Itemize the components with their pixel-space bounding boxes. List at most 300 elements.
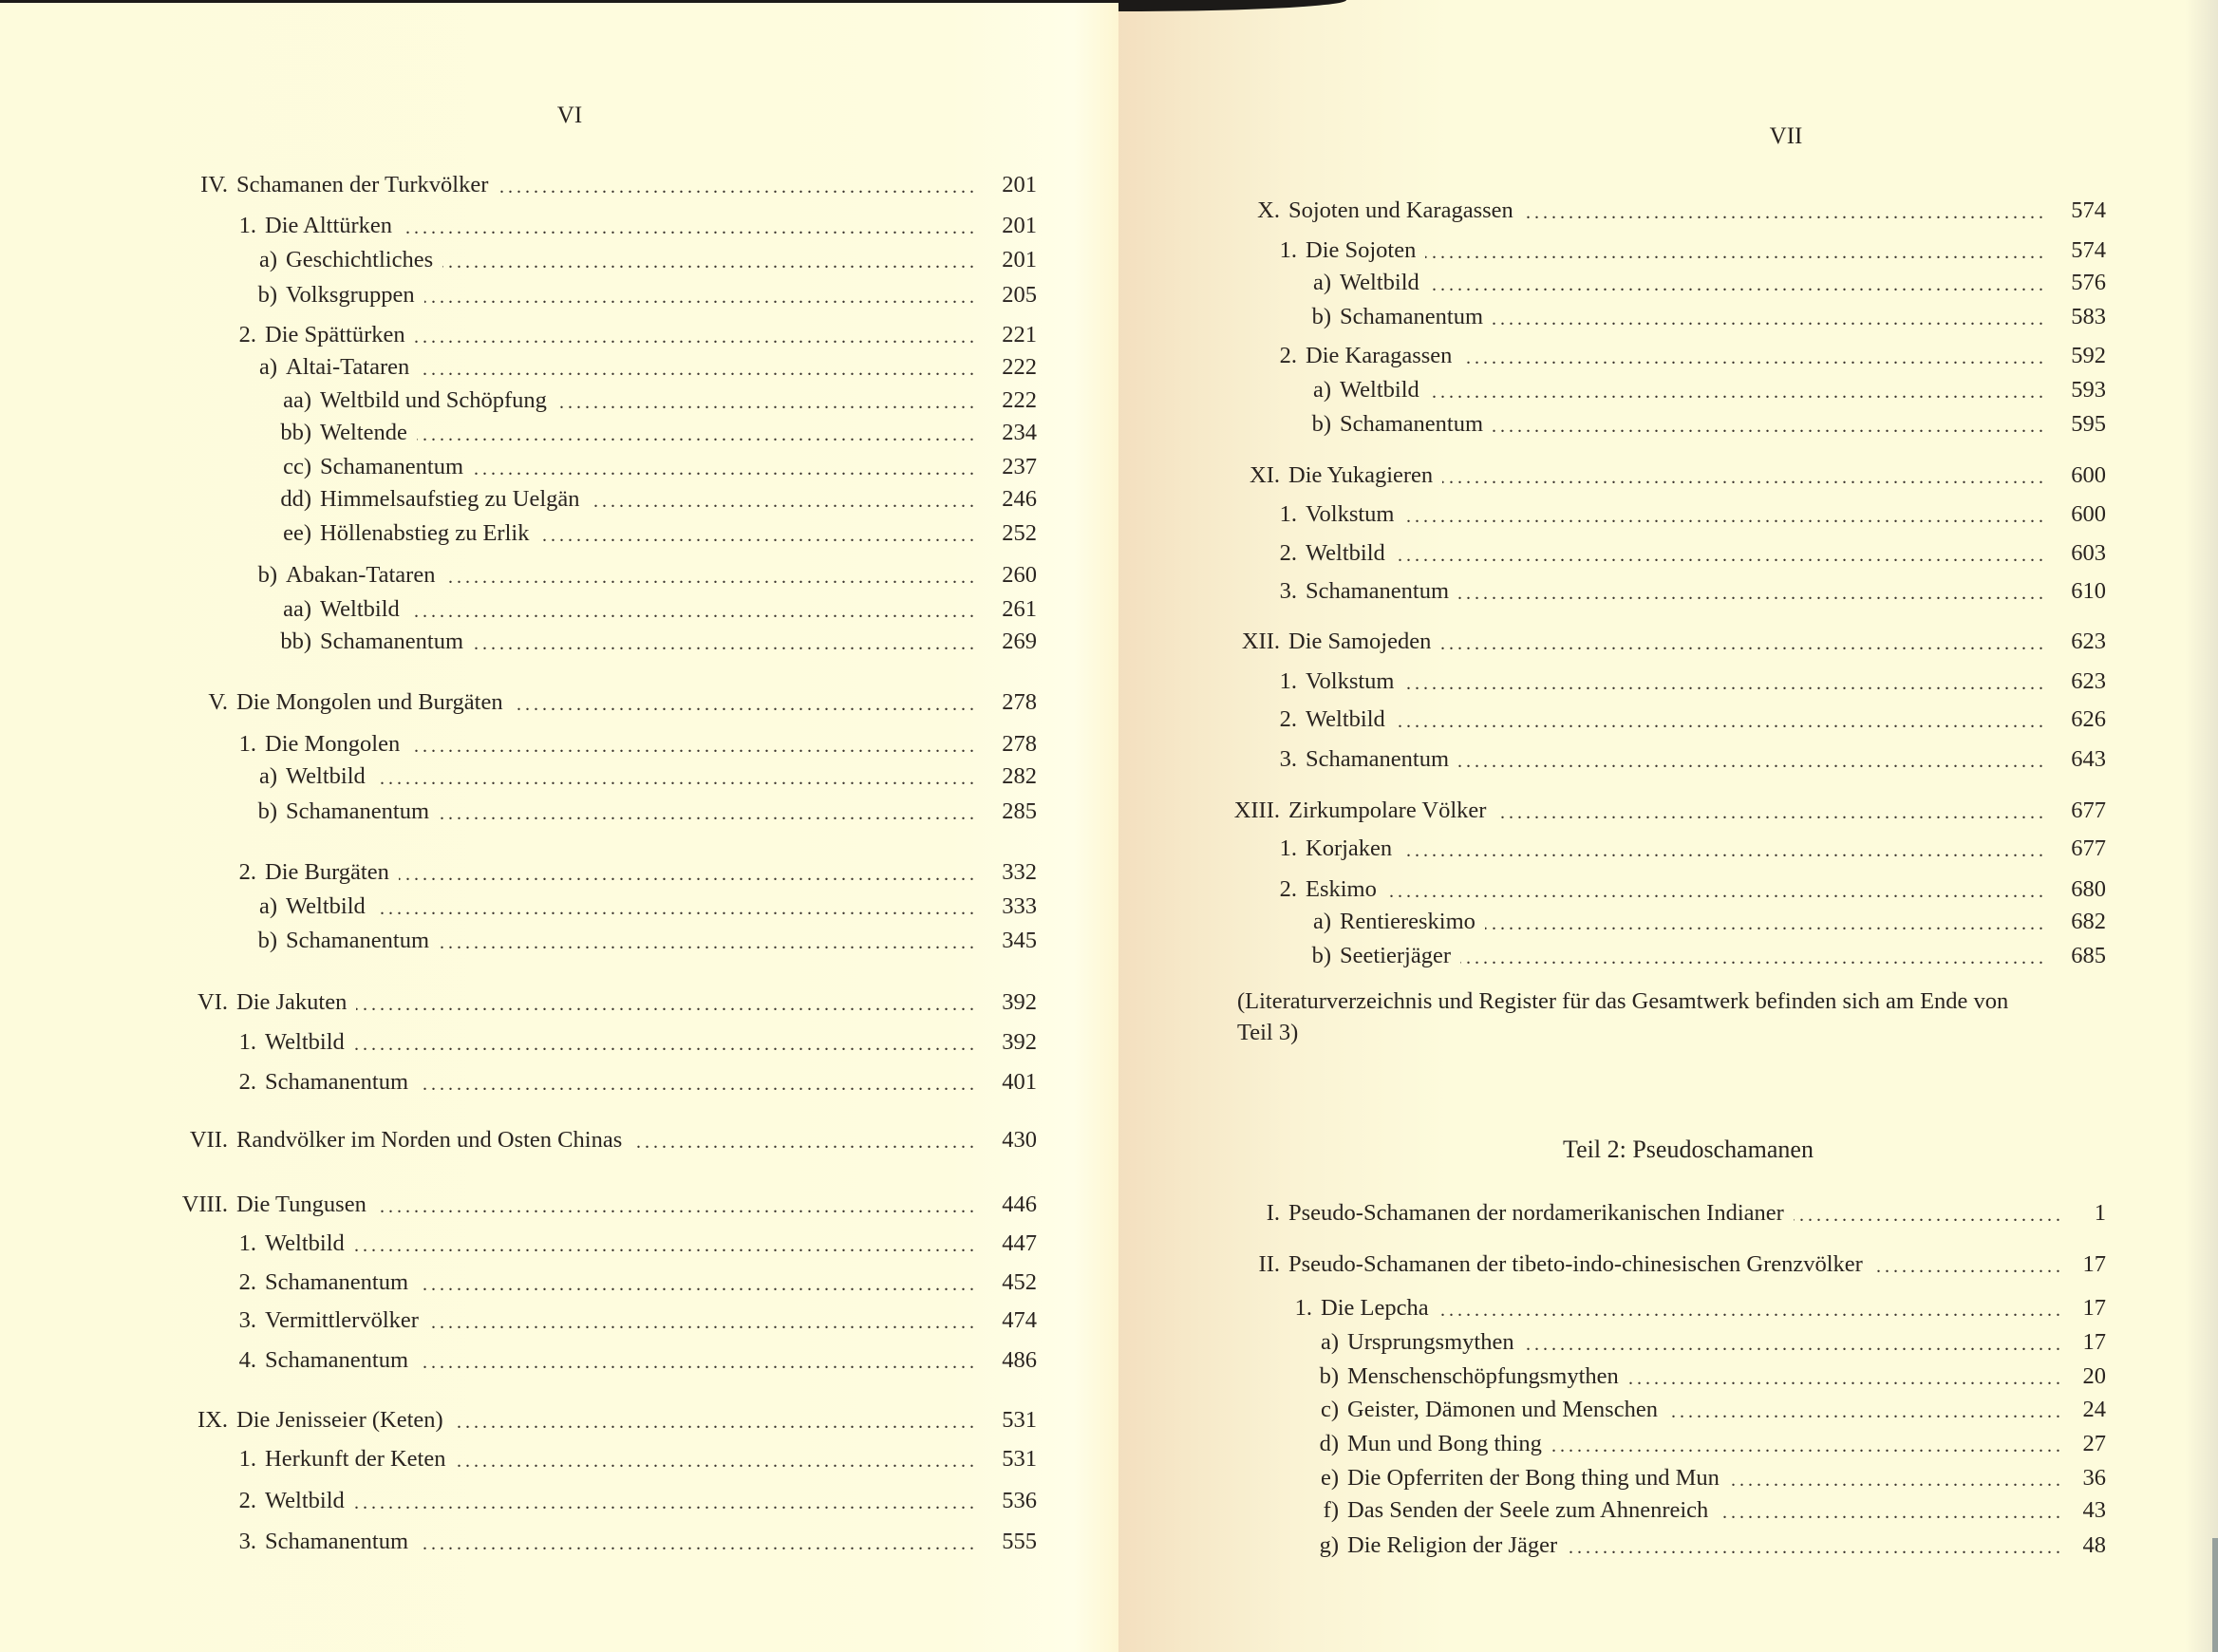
toc-entry-page-number: 555 (1002, 1529, 1037, 1554)
toc-entry (1246, 908, 2106, 936)
dot-leader (418, 1072, 974, 1097)
toc-entry-number: 1. (238, 1230, 256, 1256)
toc-entry-title: Volkstum (1306, 668, 1395, 694)
part2-heading: Teil 2: Pseudoschamanen (1563, 1136, 1814, 1163)
toc-entry-number: b) (257, 282, 277, 308)
toc-entry-title: Geister, Dämonen und Menschen (1347, 1397, 1658, 1422)
toc-entry-number: bb) (280, 420, 311, 445)
toc-entry-number: b) (1311, 304, 1331, 329)
toc-entry-title: Schamanentum (1340, 304, 1484, 329)
dot-leader (356, 992, 974, 1017)
toc-entry (1246, 303, 2106, 331)
toc-entry (192, 927, 1037, 955)
toc-entry (142, 1126, 1037, 1155)
toc-entry-number: ee) (283, 520, 311, 546)
toc-entry-page-number: 595 (2071, 411, 2106, 437)
toc-entry-number: 1. (238, 1029, 256, 1055)
toc-entry (226, 595, 1037, 624)
toc-entry-page-number: 27 (2082, 1431, 2106, 1456)
toc-entry-number: f) (1323, 1497, 1339, 1523)
dot-leader (409, 599, 974, 624)
toc-entry (1194, 197, 2106, 225)
toc-entry-title: Herkunft der Keten (265, 1446, 446, 1472)
toc-entry-page-number: 20 (2082, 1363, 2106, 1389)
toc-entry-number: 2. (1279, 343, 1297, 368)
toc-entry-title: Weltbild (265, 1230, 345, 1256)
dot-leader (1667, 1399, 2060, 1424)
toc-entry-page-number: 205 (1002, 282, 1037, 308)
toc-entry (1253, 1362, 2106, 1391)
toc-entry-title: Die Karagassen (1306, 343, 1453, 368)
toc-entry-title: Die Samojeden (1288, 629, 1432, 654)
toc-entry (1212, 577, 2106, 606)
toc-entry-number: b) (257, 562, 277, 588)
toc-entry (1253, 1328, 2106, 1357)
dot-leader (1794, 1203, 2060, 1228)
toc-entry-page-number: 447 (1002, 1230, 1037, 1256)
dot-leader (1485, 911, 2043, 936)
toc-entry (192, 561, 1037, 590)
toc-entry-page-number: 278 (1002, 689, 1037, 715)
toc-entry-number: c) (1320, 1397, 1339, 1422)
toc-entry (171, 212, 1037, 240)
toc-entry (1253, 1430, 2106, 1458)
dot-leader (428, 1310, 974, 1335)
toc-entry-title: Die Mongolen (265, 731, 401, 757)
toc-entry-title: Volksgruppen (286, 282, 415, 308)
toc-entry-number: e) (1320, 1465, 1339, 1491)
toc-entry (1212, 539, 2106, 568)
dot-leader (498, 175, 974, 199)
toc-entry-page-number: 474 (1002, 1307, 1037, 1333)
dot-leader (415, 325, 974, 349)
toc-entry-page-number: 17 (2082, 1295, 2106, 1321)
dot-leader (375, 896, 974, 921)
dot-leader (1872, 1254, 2060, 1279)
toc-entry (192, 762, 1037, 791)
toc-entry-number: 3. (1279, 746, 1297, 772)
toc-entry-title: Die Religion der Jäger (1347, 1532, 1558, 1558)
dot-leader (409, 734, 974, 759)
right-page (1118, 0, 2218, 1652)
toc-entry-number: 2. (238, 1488, 256, 1513)
toc-entry-title: Weltende (320, 420, 407, 445)
toc-entry-title: Altai-Tataren (286, 354, 410, 380)
toc-entry-page-number: 221 (1002, 322, 1037, 347)
toc-entry-page-number: 392 (1002, 989, 1037, 1015)
toc-entry (1253, 1496, 2106, 1525)
toc-entry-page-number: 278 (1002, 731, 1037, 757)
toc-entry-number: aa) (283, 596, 311, 622)
toc-entry-title: Die Jenisseier (Keten) (236, 1407, 443, 1433)
toc-entry-number: dd) (280, 486, 311, 512)
toc-entry (142, 1406, 1037, 1435)
toc-entry-page-number: 446 (1002, 1192, 1037, 1217)
toc-entry-page-number: 345 (1002, 928, 1037, 953)
toc-entry-number: a) (258, 247, 277, 272)
toc-entry-number: 2. (1279, 876, 1297, 902)
dot-leader (1404, 671, 2044, 696)
toc-entry-title: Die Yukagieren (1288, 462, 1434, 488)
toc-entry-title: Die Alttürken (265, 213, 393, 238)
toc-entry (171, 730, 1037, 759)
toc-entry-number: I. (1266, 1200, 1280, 1226)
toc-entry-page-number: 574 (2071, 237, 2106, 263)
toc-entry-number: IV. (200, 172, 228, 197)
toc-entry-number: cc) (283, 454, 311, 479)
toc-entry-title: Die Tungusen (236, 1192, 367, 1217)
toc-entry-title: Geschichtliches (286, 247, 434, 272)
toc-entry-number: b) (1311, 943, 1331, 968)
dot-leader (1429, 380, 2043, 404)
toc-entry-number: 1. (238, 1446, 256, 1472)
toc-entry (226, 519, 1037, 548)
toc-entry-number: IX. (197, 1407, 228, 1433)
toc-entry-title: Himmelsaufstieg zu Uelgän (320, 486, 580, 512)
toc-entry-number: b) (1319, 1363, 1339, 1389)
toc-entry-title: Schamanentum (265, 1069, 409, 1095)
bibliography-note-line2: Teil 3) (1237, 1020, 1299, 1045)
dot-leader (1395, 543, 2043, 568)
toc-entry-title: Schamanentum (1306, 578, 1450, 604)
toc-entry (1227, 1294, 2106, 1323)
toc-entry-number: b) (1311, 411, 1331, 437)
toc-entry-title: Weltbild (1340, 377, 1419, 403)
toc-entry-number: 2. (238, 322, 256, 347)
toc-entry-title: Die Opferriten der Bong thing und Mun (1347, 1465, 1720, 1491)
toc-entry-title: Volkstum (1306, 501, 1395, 527)
toc-entry (1246, 942, 2106, 970)
dot-leader (1458, 581, 2043, 606)
dot-leader (417, 422, 974, 447)
toc-entry (1212, 342, 2106, 370)
toc-entry (1212, 835, 2106, 863)
toc-entry (226, 485, 1037, 514)
toc-entry (171, 1068, 1037, 1097)
dot-leader (1493, 414, 2043, 439)
toc-entry (1246, 269, 2106, 297)
toc-entry-title: Schamanentum (265, 1529, 409, 1554)
toc-entry-title: Die Sojoten (1306, 237, 1417, 263)
toc-entry-number: 1. (1279, 237, 1297, 263)
dot-leader (418, 1272, 974, 1297)
dot-leader (1401, 838, 2043, 863)
toc-entry-title: Seetierjäger (1340, 943, 1451, 968)
toc-entry (1253, 1531, 2106, 1560)
toc-entry-title: Die Lepcha (1321, 1295, 1429, 1321)
toc-entry-page-number: 260 (1002, 562, 1037, 588)
toc-entry-page-number: 269 (1002, 629, 1037, 654)
bibliography-note-line1: (Literaturverzeichnis und Register für das Gesamtwerk befinden sich am Ende von (1237, 988, 2009, 1014)
toc-entry-page-number: 282 (1002, 763, 1037, 789)
toc-entry-page-number: 48 (2082, 1532, 2106, 1558)
toc-entry-page-number: 677 (2071, 835, 2106, 861)
dot-leader (1429, 272, 2043, 297)
toc-entry (1194, 1250, 2106, 1279)
toc-entry (171, 1528, 1037, 1556)
dot-leader (354, 1032, 974, 1057)
toc-entry-title: Ursprungsmythen (1347, 1329, 1514, 1355)
toc-entry-title: Weltbild (1306, 540, 1385, 566)
toc-entry-page-number: 246 (1002, 486, 1037, 512)
toc-entry-title: Weltbild (1306, 706, 1385, 732)
dot-leader (1404, 504, 2044, 529)
toc-entry-title: Höllenabstieg zu Erlik (320, 520, 530, 546)
toc-entry-title: Weltbild (265, 1029, 345, 1055)
toc-entry-number: 3. (238, 1529, 256, 1554)
toc-entry-title: Schamanentum (1340, 411, 1484, 437)
dot-leader (1438, 1298, 2060, 1323)
toc-entry-page-number: 531 (1002, 1446, 1037, 1472)
toc-entry-page-number: 1 (2094, 1200, 2106, 1226)
toc-entry-page-number: 201 (1002, 172, 1037, 197)
toc-entry-number: a) (258, 893, 277, 919)
toc-entry-title: Menschenschöpfungsmythen (1347, 1363, 1619, 1389)
toc-entry-number: a) (1312, 909, 1331, 934)
toc-entry (171, 1306, 1037, 1335)
toc-entry (142, 1191, 1037, 1219)
toc-entry (171, 1268, 1037, 1297)
toc-entry-page-number: 222 (1002, 387, 1037, 413)
toc-entry-title: Zirkumpolare Völker (1288, 798, 1487, 823)
toc-entry-number: a) (258, 354, 277, 380)
toc-entry-title: Die Mongolen und Burgäten (236, 689, 503, 715)
toc-entry-page-number: 643 (2071, 746, 2106, 772)
toc-entry-title: Schamanentum (320, 629, 464, 654)
toc-entry-title: Rentiereskimo (1340, 909, 1476, 934)
toc-entry-number: XIII. (1233, 798, 1280, 823)
toc-entry-page-number: 430 (1002, 1127, 1037, 1153)
toc-entry-page-number: 237 (1002, 454, 1037, 479)
dot-leader (418, 1531, 974, 1556)
dot-leader (1458, 749, 2043, 774)
toc-entry-title: Die Spättürken (265, 322, 405, 347)
toc-entry (171, 1487, 1037, 1515)
dot-leader (1425, 240, 2043, 265)
toc-entry (142, 688, 1037, 717)
toc-entry-title: Randvölker im Norden und Osten Chinas (236, 1127, 623, 1153)
toc-entry-page-number: 452 (1002, 1269, 1037, 1295)
toc-entry (171, 321, 1037, 349)
toc-entry-number: XI. (1250, 462, 1280, 488)
toc-entry-number: VIII. (181, 1192, 228, 1217)
toc-entry-page-number: 603 (2071, 540, 2106, 566)
toc-entry-number: X. (1257, 197, 1280, 223)
toc-entry (1212, 745, 2106, 774)
dot-leader (1461, 346, 2043, 370)
toc-entry-number: aa) (283, 387, 311, 413)
toc-entry-number: 2. (238, 1069, 256, 1095)
toc-entry (192, 798, 1037, 826)
toc-entry-number: VII. (189, 1127, 228, 1153)
toc-entry-page-number: 17 (2082, 1329, 2106, 1355)
dot-leader (1386, 879, 2043, 904)
toc-entry (192, 353, 1037, 382)
dot-leader (590, 489, 974, 514)
toc-entry (1212, 667, 2106, 696)
toc-entry-number: b) (257, 928, 277, 953)
toc-entry (1212, 236, 2106, 265)
toc-entry (142, 988, 1037, 1017)
toc-entry-title: Abakan-Tataren (286, 562, 436, 588)
dot-leader (439, 930, 974, 955)
toc-entry-number: a) (1312, 270, 1331, 295)
toc-entry-title: Weltbild (265, 1488, 345, 1513)
toc-entry-title: Pseudo-Schamanen der nordamerikanischen Indianer (1288, 1200, 1784, 1226)
page-folio: VI (556, 103, 583, 128)
toc-entry-number: b) (257, 798, 277, 824)
dot-leader (1493, 307, 2043, 331)
toc-entry-page-number: 600 (2071, 501, 2106, 527)
dot-leader (1495, 800, 2043, 825)
toc-entry-number: II. (1258, 1251, 1280, 1277)
toc-entry-number: 4. (238, 1347, 256, 1373)
dot-leader (354, 1233, 974, 1258)
dot-leader (444, 565, 974, 590)
dot-leader (1729, 1468, 2060, 1492)
toc-entry-number: 2. (238, 1269, 256, 1295)
bibliography-note (1237, 986, 2196, 1048)
toc-entry-page-number: 685 (2071, 943, 2106, 968)
toc-entry-title: Die Burgäten (265, 859, 389, 885)
dot-leader (419, 357, 974, 382)
toc-entry-number: a) (258, 763, 277, 789)
dot-leader (402, 216, 974, 240)
toc-entry (1212, 705, 2106, 734)
dot-leader (375, 766, 974, 791)
toc-entry-page-number: 201 (1002, 247, 1037, 272)
toc-entry-page-number: 486 (1002, 1347, 1037, 1373)
toc-entry-number: bb) (280, 629, 311, 654)
toc-entry-page-number: 333 (1002, 893, 1037, 919)
toc-entry (1253, 1464, 2106, 1492)
page-edge-shadow (2212, 1538, 2218, 1652)
toc-entry-title: Schamanentum (265, 1269, 409, 1295)
toc-entry-title: Weltbild (286, 763, 366, 789)
toc-entry-page-number: 592 (2071, 343, 2106, 368)
toc-entry (171, 1346, 1037, 1375)
dot-leader (1440, 631, 2043, 656)
toc-entry-title: Mun und Bong thing (1347, 1431, 1542, 1456)
dot-leader (453, 1410, 974, 1435)
toc-entry (226, 453, 1037, 481)
toc-entry-number: 1. (1279, 668, 1297, 694)
dot-leader (354, 1491, 974, 1515)
dot-leader (1442, 465, 2043, 490)
toc-entry-page-number: 36 (2082, 1465, 2106, 1491)
page-folio: VII (1769, 123, 1803, 149)
dot-leader (439, 801, 974, 826)
dot-leader (473, 631, 974, 656)
toc-entry-page-number: 583 (2071, 304, 2106, 329)
toc-entry-title: Eskimo (1306, 876, 1377, 902)
toc-entry-page-number: 24 (2082, 1397, 2106, 1422)
toc-entry-number: 2. (238, 859, 256, 885)
dot-leader (1524, 1332, 2060, 1357)
toc-entry-title: Schamanentum (320, 454, 464, 479)
dot-leader (1523, 200, 2043, 225)
toc-entry-number: g) (1319, 1532, 1339, 1558)
toc-entry-page-number: 610 (2071, 578, 2106, 604)
toc-entry-title: Vermittlervölker (265, 1307, 419, 1333)
toc-entry (1194, 1199, 2106, 1228)
toc-entry-title: Pseudo-Schamanen der tibeto-indo-chinesischen Grenzvölker (1288, 1251, 1863, 1277)
toc-entry-page-number: 536 (1002, 1488, 1037, 1513)
dot-leader (1551, 1434, 2060, 1458)
toc-entry (171, 1445, 1037, 1474)
toc-entry-page-number: 623 (2071, 629, 2106, 654)
dot-leader (1460, 946, 2043, 970)
dot-leader (1718, 1500, 2060, 1525)
toc-entry (226, 419, 1037, 447)
toc-entry (226, 628, 1037, 656)
toc-entry-page-number: 600 (2071, 462, 2106, 488)
toc-entry-page-number: 285 (1002, 798, 1037, 824)
dot-leader (538, 523, 974, 548)
toc-entry-title: Schamanen der Turkvölker (236, 172, 489, 197)
toc-entry-page-number: 593 (2071, 377, 2106, 403)
toc-entry-number: 3. (238, 1307, 256, 1333)
toc-entry-title: Weltbild (1340, 270, 1419, 295)
toc-entry-page-number: 531 (1002, 1407, 1037, 1433)
toc-entry-title: Schamanentum (286, 798, 430, 824)
dot-leader (631, 1130, 974, 1155)
toc-entry-page-number: 222 (1002, 354, 1037, 380)
toc-entry-title: Sojoten und Karagassen (1288, 197, 1513, 223)
toc-entry-page-number: 682 (2071, 909, 2106, 934)
toc-entry (171, 1230, 1037, 1258)
toc-entry-page-number: 576 (2071, 270, 2106, 295)
toc-entry-page-number: 43 (2082, 1497, 2106, 1523)
toc-entry-title: Korjaken (1306, 835, 1393, 861)
toc-entry (192, 892, 1037, 921)
toc-entry-number: 1. (238, 731, 256, 757)
toc-entry-page-number: 261 (1002, 596, 1037, 622)
toc-entry-number: 1. (1279, 501, 1297, 527)
toc-entry-number: VI. (197, 989, 228, 1015)
toc-entry-number: 2. (1279, 540, 1297, 566)
dot-leader (1567, 1535, 2060, 1560)
toc-entry (171, 1028, 1037, 1057)
toc-entry-number: 1. (1279, 835, 1297, 861)
toc-entry-title: Das Senden der Seele zum Ahnenreich (1347, 1497, 1709, 1523)
toc-entry-page-number: 574 (2071, 197, 2106, 223)
toc-entry-page-number: 201 (1002, 213, 1037, 238)
toc-entry-number: d) (1319, 1431, 1339, 1456)
toc-entry (1212, 500, 2106, 529)
toc-entry-page-number: 234 (1002, 420, 1037, 445)
toc-entry-number: 2. (1279, 706, 1297, 732)
toc-entry (1246, 376, 2106, 404)
toc-entry-page-number: 680 (2071, 876, 2106, 902)
toc-entry-page-number: 252 (1002, 520, 1037, 546)
toc-entry-number: 1. (1294, 1295, 1312, 1321)
dot-leader (513, 692, 974, 717)
toc-entry-title: Die Jakuten (236, 989, 348, 1015)
dot-leader (424, 285, 974, 310)
dot-leader (376, 1194, 974, 1219)
toc-entry-number: a) (1312, 377, 1331, 403)
toc-entry-page-number: 626 (2071, 706, 2106, 732)
toc-entry-page-number: 677 (2071, 798, 2106, 823)
toc-entry-page-number: 392 (1002, 1029, 1037, 1055)
toc-entry-page-number: 623 (2071, 668, 2106, 694)
toc-entry (1253, 1396, 2106, 1424)
toc-entry-title: Weltbild (286, 893, 366, 919)
toc-entry-number: XII. (1241, 629, 1280, 654)
dot-leader (455, 1449, 974, 1474)
page-top-shadow (0, 0, 1118, 3)
